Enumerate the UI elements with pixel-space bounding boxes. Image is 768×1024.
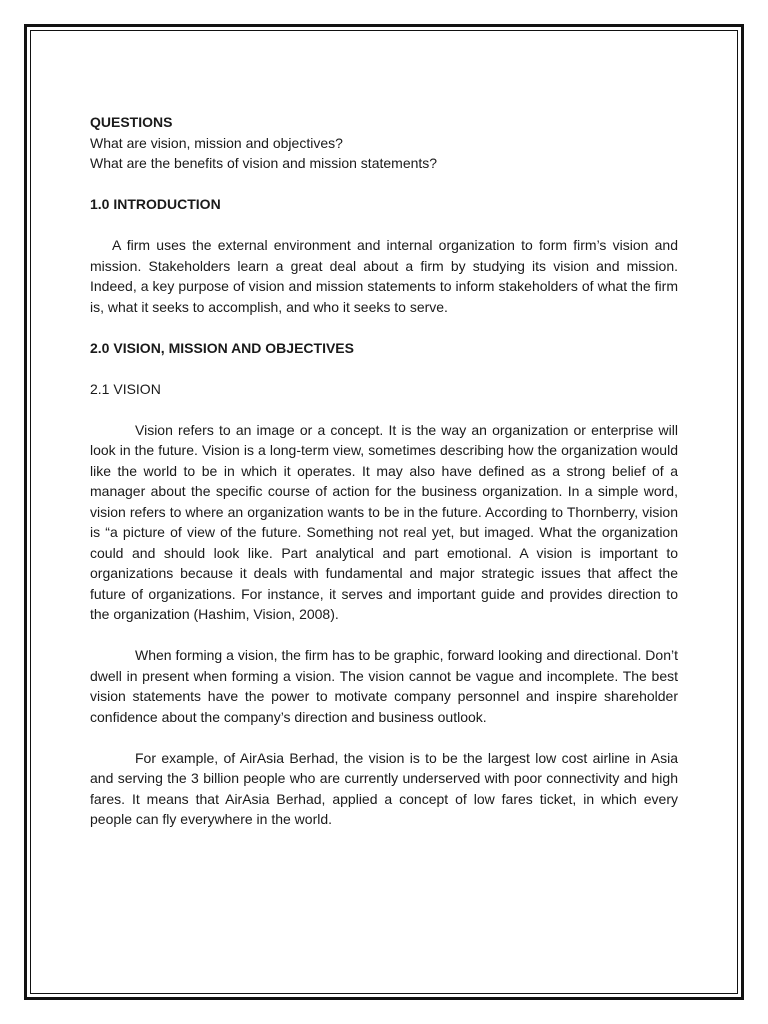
- document-body: [90, 112, 678, 830]
- section-2-heading: 2.0 VISION, MISSION AND OBJECTIVES: [90, 339, 354, 356]
- vision-paragraph: When forming a vision, the firm has to be graphic, forward looking and directional. Don’t dwell in present when forming a vision. The vision cannot be vague and incomplete. The best vision statements have the power to motivate company personnel and inspire shareholder confidence about the company’s direction and business outlook.: [90, 647, 678, 725]
- vision-paragraph: For example, of AirAsia Berhad, the vision is to be the largest low cost airline in Asia and serving the 3 billion people who are currently underserved with poor connectivity and high fares. It means that AirAsia Berhad, applied a concept of low fares ticket, in which every people can fly everywhere in the world.: [90, 749, 678, 827]
- vision-subheading: 2.1 VISION: [90, 380, 161, 397]
- introduction-paragraph: A firm uses the external environment and internal organization to form firm’s vision and mission. Stakeholders learn a great deal about a firm by studying its vision and mission. Indeed, a key purpose of vision and mission statements to inform stakeholders of what the firm is, what it seeks to accomplish, and who it seeks to serve.: [90, 237, 678, 315]
- introduction-heading: 1.0 INTRODUCTION: [90, 196, 221, 212]
- question-item: What are vision, mission and objectives?: [90, 134, 343, 151]
- questions-heading: QUESTIONS: [90, 114, 173, 130]
- vision-paragraph: Vision refers to an image or a concept. It is the way an organization or enterprise will look in the future. Vision is a long-term view, sometimes describing how the organization would like the world to be in which it operates. It may also have defined as a strong belief of a manager about the specific course of action for the business organization. In a simple word, vision refers to where an organization wants to be in the future. According to Thornberry, vision is “a picture of view of the future. Something not real yet, but imaged. What the organization could and should look like. Part analytical and part emotional. A vision is important to organizations because it deals with fundamental and major strategic issues that affect the future of organizations. For instance, it serves and important guide and provides direction to the organization (Hashim, Vision, 2008).: [90, 421, 678, 622]
- question-item: What are the benefits of vision and mission statements?: [90, 155, 438, 171]
